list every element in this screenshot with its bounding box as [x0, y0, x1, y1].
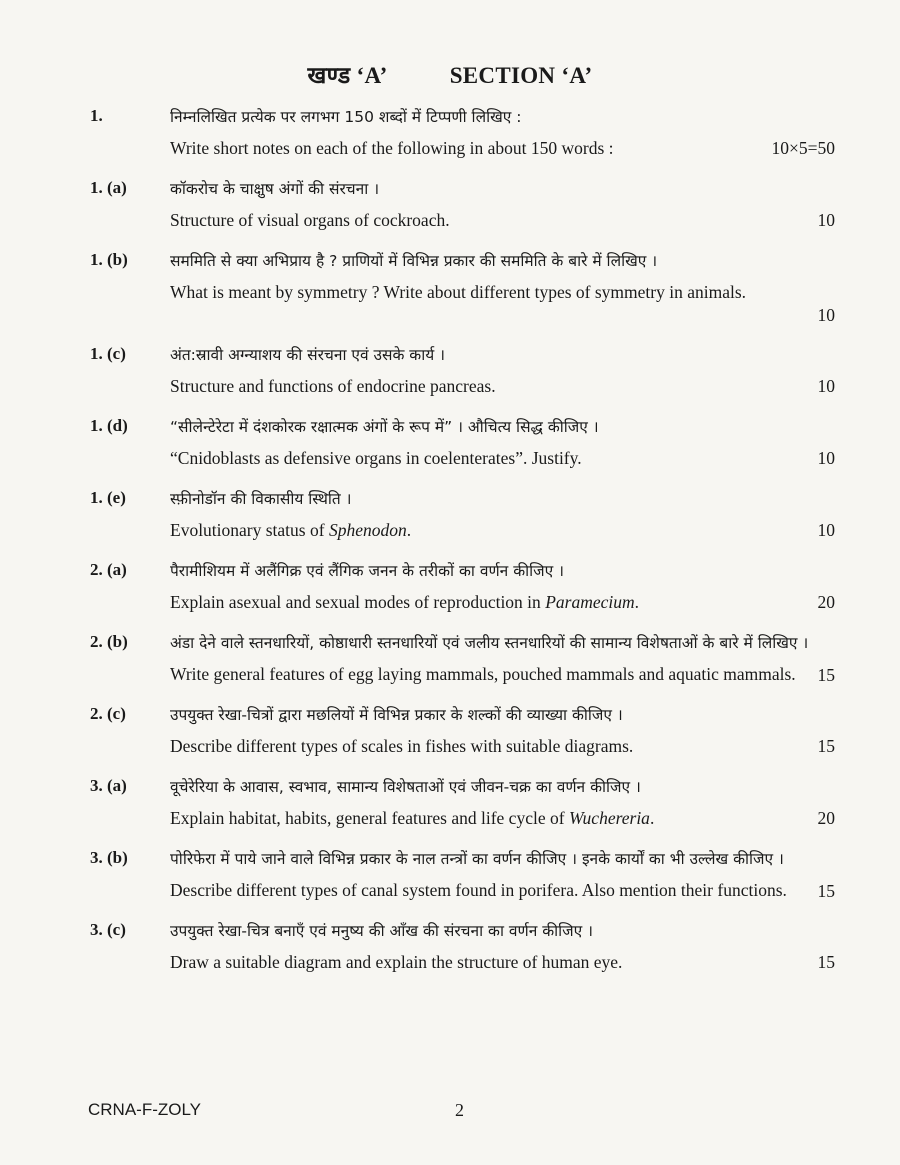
question-1e: [90, 486, 835, 542]
question-marks: 15: [817, 736, 835, 756]
question-3c: [90, 918, 835, 974]
section-heading-english: SECTION ‘A’: [449, 63, 593, 88]
question-text-english: Describe different types of canal system found in porifera. Also mention their functions.: [170, 880, 787, 900]
question-1d: [90, 414, 835, 470]
question-text-hindi: अंत:स्रावी अग्न्याशय की संरचना एवं उसके कार्य ।: [170, 346, 446, 364]
question-number: 1. (b): [90, 250, 128, 269]
question-number: 1. (e): [90, 488, 126, 507]
question-2b: [90, 630, 835, 686]
question-marks: 20: [817, 808, 835, 828]
question-number: 2. (a): [90, 560, 127, 579]
question-1a: [90, 176, 835, 232]
question-1c: [90, 342, 835, 398]
question-text-hindi: स्फ़ीनोडॉन की विकासीय स्थिति ।: [170, 490, 352, 508]
question-marks: 20: [817, 592, 835, 612]
question-number: 3. (b): [90, 848, 128, 867]
question-2a: [90, 558, 835, 614]
question-marks: 10×5=50: [771, 138, 835, 158]
question-marks: 10: [817, 305, 835, 325]
question-text-english: Write general features of egg laying mammals, pouched mammals and aquatic mammals.: [170, 664, 796, 684]
question-text-english: Explain habitat, habits, general features and life cycle of Wuchereria.: [170, 808, 655, 828]
question-text-hindi: उपयुक्त रेखा-चित्रों द्वारा मछलियों में विभिन्न प्रकार के शल्कों की व्याख्या कीजिए ।: [170, 706, 623, 724]
question-text-english: Structure of visual organs of cockroach.: [170, 210, 450, 230]
question-marks: 10: [817, 448, 835, 468]
question-number: 1.: [90, 106, 103, 125]
question-3a: [90, 774, 835, 830]
question-text-english: Describe different types of scales in fishes with suitable diagrams.: [170, 736, 634, 756]
question-text-hindi: निम्नलिखित प्रत्येक पर लगभग 150 शब्दों में टिप्पणी लिखिए :: [170, 108, 522, 126]
question-text-hindi: पोरिफेरा में पाये जाने वाले विभिन्न प्रकार के नाल तन्त्रों का वर्णन कीजिए । इनके कार्यों का भी उल्लेख कीजिए ।: [170, 850, 784, 868]
question-1b: [90, 248, 835, 326]
question-text-hindi: वूचेरेरिया के आवास, स्वभाव, सामान्य विशेषताओं एवं जीवन-चक्र का वर्णन कीजिए ।: [170, 778, 641, 796]
question-2c: [90, 702, 835, 758]
question-list: [90, 104, 835, 990]
question-marks: 10: [817, 376, 835, 396]
question-text-english: Evolutionary status of Sphenodon.: [170, 520, 412, 540]
question-text-hindi: सममिति से क्या अभिप्राय है ? प्राणियों में विभिन्न प्रकार की सममिति के बारे में लिखिए ।: [170, 252, 658, 270]
question-number: 1. (a): [90, 178, 127, 197]
question-number: 1. (c): [90, 344, 126, 363]
question-marks: 10: [817, 520, 835, 540]
question-number: 2. (b): [90, 632, 128, 651]
question-number: 2. (c): [90, 704, 126, 723]
question-3b: [90, 846, 835, 902]
paper-code: CRNA-F-ZOLY: [88, 1100, 202, 1119]
question-marks: 15: [817, 881, 835, 901]
question-text-english: “Cnidoblasts as defensive organs in coelenterates”. Justify.: [170, 448, 582, 468]
question-text-hindi: अंडा देने वाले स्तनधारियों, कोष्ठाधारी स्तनधारियों एवं जलीय स्तनधारियों की सामान्य विशेषताओं के बारे में लिखिए ।: [170, 634, 809, 652]
question-number: 3. (a): [90, 776, 127, 795]
question-text-hindi: पैरामीशियम में अलैंगिक्र एवं लैंगिक जनन के तरीकों का वर्णन कीजिए ।: [170, 562, 565, 580]
page-number: 2: [455, 1100, 464, 1120]
question-text-english: Explain asexual and sexual modes of reproduction in Paramecium.: [170, 592, 639, 612]
question-marks: 15: [817, 665, 835, 685]
question-text-hindi: उपयुक्त रेखा-चित्र बनाएँ एवं मनुष्य की आँख की संरचना का वर्णन कीजिए ।: [170, 922, 594, 940]
question-1: [90, 104, 835, 160]
question-number: 1. (d): [90, 416, 128, 435]
question-marks: 10: [817, 210, 835, 230]
question-text-english: What is meant by symmetry ? Write about different types of symmetry in animals.: [170, 282, 747, 302]
question-text-hindi: “सीलेन्टेरेटा में दंशकोरक रक्षात्मक अंगों के रूप में” । औचित्य सिद्ध कीजिए ।: [170, 418, 599, 436]
question-text-english: Structure and functions of endocrine pancreas.: [170, 376, 496, 396]
section-heading-hindi: खण्ड ‘A’: [307, 63, 388, 88]
question-text-hindi: कॉकरोच के चाक्षुष अंगों की संरचना ।: [170, 180, 380, 198]
question-marks: 15: [817, 952, 835, 972]
question-number: 3. (c): [90, 920, 126, 939]
question-text-english: Write short notes on each of the following in about 150 words :: [170, 138, 614, 158]
section-heading: [0, 58, 900, 90]
question-text-english: Draw a suitable diagram and explain the structure of human eye.: [170, 952, 623, 972]
